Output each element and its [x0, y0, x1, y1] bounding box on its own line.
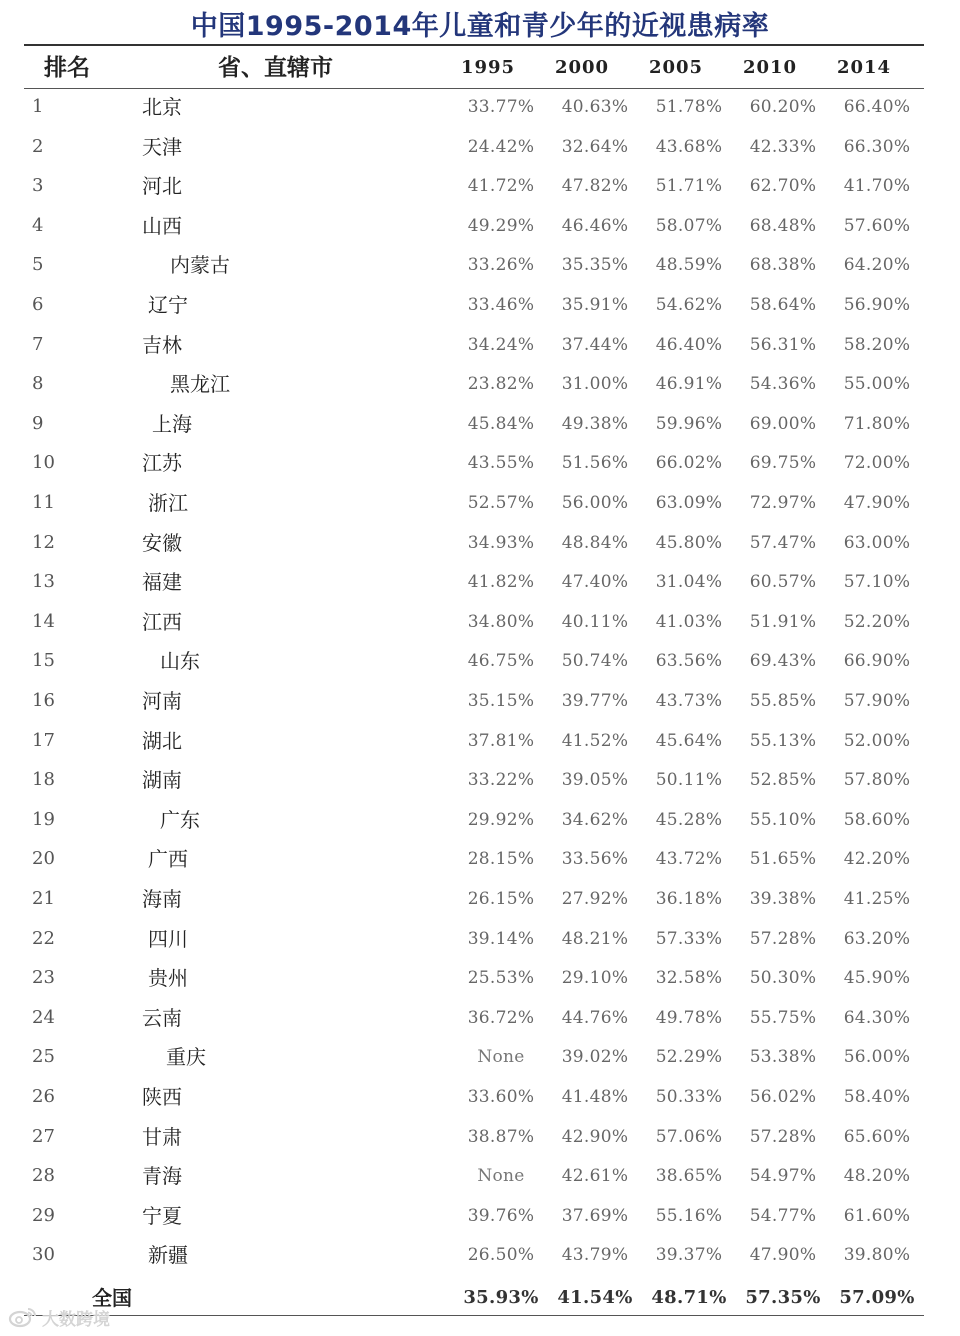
row-value-2000: 29.10%: [561, 968, 629, 989]
row-value-2005: 39.37%: [655, 1245, 723, 1266]
row-rank: 14: [32, 610, 55, 632]
table-row: [0, 1120, 960, 1154]
row-value-1995: 45.84%: [467, 413, 535, 434]
row-value-2010: 55.10%: [749, 809, 817, 830]
table-row: [0, 803, 960, 837]
row-value-1995: 25.53%: [467, 968, 535, 989]
table-row: [0, 763, 960, 797]
total-value-1995: 35.93%: [463, 1287, 539, 1308]
row-value-2014: 57.90%: [843, 691, 911, 711]
row-value-1995: None: [477, 1166, 525, 1187]
row-province: 吉林: [142, 332, 182, 357]
row-value-2000: 27.92%: [561, 889, 629, 909]
row-value-1995: 43.55%: [467, 453, 535, 474]
row-value-2005: 66.02%: [655, 453, 723, 474]
table-row: [0, 1159, 960, 1193]
row-value-1995: None: [477, 1047, 525, 1068]
page-title: 中国1995-2014年儿童和青少年的近视患病率: [190, 11, 770, 42]
row-value-2000: 34.62%: [561, 809, 629, 830]
row-value-2014: 56.00%: [843, 1047, 911, 1068]
row-value-2014: 47.90%: [843, 493, 911, 513]
row-value-2005: 51.78%: [655, 97, 723, 117]
row-value-1995: 34.80%: [467, 611, 535, 632]
row-value-1995: 46.75%: [467, 651, 535, 672]
row-value-1995: 34.93%: [467, 532, 535, 553]
row-value-2005: 50.11%: [655, 770, 723, 791]
row-value-2014: 66.40%: [843, 97, 911, 117]
header-year-2014: 2014: [836, 57, 892, 78]
row-value-2005: 63.56%: [655, 651, 723, 672]
row-value-2010: 54.77%: [749, 1205, 817, 1226]
row-rank: 4: [32, 214, 44, 236]
total-row: [0, 1281, 960, 1315]
row-value-2000: 40.11%: [561, 611, 629, 632]
row-value-2010: 57.47%: [749, 532, 817, 553]
row-value-2000: 40.63%: [561, 97, 629, 117]
table-row: [0, 1080, 960, 1114]
row-value-2005: 57.33%: [655, 928, 723, 949]
row-value-2000: 47.82%: [561, 176, 629, 197]
table-row: [0, 644, 960, 678]
row-value-2005: 43.73%: [655, 691, 723, 711]
row-value-2000: 39.77%: [561, 691, 629, 711]
row-value-2005: 52.29%: [655, 1047, 723, 1068]
row-province: 安徽: [142, 530, 182, 555]
table-row: [0, 961, 960, 995]
row-value-2010: 56.02%: [749, 1087, 817, 1107]
row-province: 山西: [142, 213, 182, 238]
row-province: 新疆: [148, 1243, 188, 1268]
header-rule: [24, 88, 924, 89]
header-year-2005: 2005: [648, 57, 704, 78]
row-value-1995: 33.46%: [467, 295, 535, 315]
row-value-2005: 38.65%: [655, 1166, 723, 1187]
table-row: [0, 90, 960, 124]
table-row: [0, 248, 960, 282]
row-value-1995: 29.92%: [467, 809, 535, 830]
row-value-1995: 39.76%: [467, 1205, 535, 1226]
row-rank: 28: [32, 1165, 55, 1187]
row-value-1995: 23.82%: [467, 374, 535, 395]
total-value-2014: 57.09%: [839, 1287, 915, 1308]
row-rank: 20: [32, 848, 55, 870]
row-value-2005: 48.59%: [655, 255, 723, 276]
table-bottom-rule: [24, 1315, 924, 1316]
row-rank: 16: [32, 690, 55, 711]
table-row: [0, 684, 960, 718]
row-rank: 19: [32, 808, 55, 830]
row-rank: 6: [32, 294, 44, 315]
row-value-2010: 55.85%: [749, 691, 817, 711]
row-value-2014: 66.30%: [843, 136, 911, 157]
row-value-1995: 33.60%: [467, 1087, 535, 1107]
row-value-2000: 42.90%: [561, 1126, 629, 1147]
row-value-2010: 51.91%: [749, 611, 817, 632]
row-value-2010: 53.38%: [749, 1047, 817, 1068]
row-value-2010: 57.28%: [749, 1126, 817, 1147]
row-value-2005: 45.64%: [655, 730, 723, 751]
row-rank: 18: [32, 769, 55, 791]
row-province: 湖南: [142, 768, 182, 793]
row-province: 河北: [142, 174, 182, 199]
row-value-2000: 41.52%: [561, 730, 629, 751]
row-province: 天津: [142, 134, 182, 159]
row-province: 浙江: [148, 491, 188, 515]
row-value-2014: 63.20%: [843, 928, 911, 949]
row-value-2010: 47.90%: [749, 1245, 817, 1266]
row-rank: 8: [32, 373, 44, 395]
row-value-2000: 37.69%: [561, 1205, 629, 1226]
table-row: [0, 1199, 960, 1233]
row-value-2014: 66.90%: [843, 651, 911, 672]
row-value-2005: 57.06%: [655, 1126, 723, 1147]
row-province: 甘肃: [142, 1124, 182, 1149]
row-value-2005: 54.62%: [655, 295, 723, 315]
row-rank: 7: [32, 333, 44, 355]
row-province: 上海: [152, 411, 192, 436]
row-value-2014: 61.60%: [843, 1205, 911, 1226]
watermark: [8, 1304, 110, 1330]
row-rank: 9: [32, 412, 44, 434]
row-value-2000: 44.76%: [561, 1007, 629, 1028]
row-value-2014: 64.30%: [843, 1007, 911, 1028]
row-rank: 26: [32, 1086, 55, 1107]
row-value-2010: 54.97%: [749, 1166, 817, 1187]
row-value-1995: 39.14%: [467, 928, 535, 949]
row-value-2010: 56.31%: [749, 334, 817, 355]
row-value-2014: 58.20%: [843, 334, 911, 355]
row-value-1995: 33.77%: [467, 97, 535, 117]
row-value-2000: 56.00%: [561, 493, 629, 513]
row-value-2014: 57.80%: [843, 770, 911, 791]
row-value-2014: 52.20%: [843, 611, 911, 632]
table-row: [0, 209, 960, 243]
row-rank: 15: [32, 650, 55, 672]
row-rank: 22: [32, 927, 55, 949]
row-province: 湖北: [142, 728, 182, 753]
row-rank: 5: [32, 254, 44, 276]
row-province: 广东: [160, 807, 200, 832]
row-value-2014: 52.00%: [843, 730, 911, 751]
row-value-2005: 31.04%: [655, 572, 723, 593]
row-value-2010: 62.70%: [749, 176, 817, 197]
row-province: 宁夏: [142, 1203, 182, 1228]
row-province: 山东: [160, 649, 200, 674]
row-province: 辽宁: [148, 293, 188, 317]
row-rank: 24: [32, 1006, 55, 1028]
table-row: [0, 526, 960, 560]
row-rank: 27: [32, 1125, 55, 1147]
row-rank: 21: [32, 888, 55, 909]
table-row: [0, 328, 960, 362]
row-value-2005: 32.58%: [655, 968, 723, 989]
row-value-2005: 46.40%: [655, 334, 723, 355]
row-value-2010: 68.38%: [749, 255, 817, 276]
row-value-2014: 63.00%: [843, 532, 911, 553]
row-rank: 29: [32, 1204, 55, 1226]
row-value-2000: 31.00%: [561, 374, 629, 395]
row-rank: 25: [32, 1046, 55, 1068]
row-value-2014: 57.60%: [843, 215, 911, 236]
row-value-2010: 52.85%: [749, 770, 817, 791]
row-value-2010: 72.97%: [749, 493, 817, 513]
table-row: [0, 288, 960, 322]
row-value-2010: 50.30%: [749, 968, 817, 989]
row-value-2005: 63.09%: [655, 493, 723, 513]
row-rank: 11: [32, 492, 55, 513]
row-value-2010: 69.75%: [749, 453, 817, 474]
table-row: [0, 1001, 960, 1035]
table-row: [0, 922, 960, 956]
row-value-2005: 43.68%: [655, 136, 723, 157]
row-value-1995: 41.72%: [467, 176, 535, 197]
row-value-1995: 41.82%: [467, 572, 535, 593]
row-value-2000: 39.02%: [561, 1047, 629, 1068]
row-value-1995: 35.15%: [467, 691, 535, 711]
row-value-2014: 57.10%: [843, 572, 911, 593]
row-value-1995: 52.57%: [467, 493, 535, 513]
row-value-1995: 26.15%: [467, 889, 535, 909]
row-value-2014: 65.60%: [843, 1126, 911, 1147]
row-value-2014: 58.40%: [843, 1087, 911, 1107]
table-row: [0, 565, 960, 599]
row-value-2005: 59.96%: [655, 413, 723, 434]
row-value-2000: 32.64%: [561, 136, 629, 157]
table-row: [0, 169, 960, 203]
row-value-2014: 48.20%: [843, 1166, 911, 1187]
row-value-1995: 33.22%: [467, 770, 535, 791]
total-label: 全国: [92, 1286, 132, 1310]
row-rank: 2: [32, 135, 44, 157]
row-value-2014: 45.90%: [843, 968, 911, 989]
row-value-2014: 41.25%: [843, 889, 911, 909]
row-value-2000: 39.05%: [561, 770, 629, 791]
row-value-2000: 48.84%: [561, 532, 629, 553]
row-value-2005: 58.07%: [655, 215, 723, 236]
total-value-2005: 48.71%: [651, 1287, 727, 1308]
row-value-2014: 55.00%: [843, 374, 911, 395]
row-value-2010: 51.65%: [749, 849, 817, 870]
row-value-2010: 69.00%: [749, 413, 817, 434]
header-province: 省、直辖市: [218, 55, 333, 81]
row-rank: 12: [32, 531, 55, 553]
table-row: [0, 1040, 960, 1074]
row-value-2014: 72.00%: [843, 453, 911, 474]
row-province: 广西: [148, 847, 188, 872]
table-row: [0, 605, 960, 639]
row-rank: 10: [32, 452, 55, 474]
row-value-2000: 43.79%: [561, 1245, 629, 1266]
row-value-1995: 36.72%: [467, 1007, 535, 1028]
row-value-2000: 37.44%: [561, 334, 629, 355]
row-province: 福建: [142, 570, 182, 595]
header-rank: 排名: [44, 55, 90, 81]
row-value-2010: 58.64%: [749, 295, 817, 315]
row-value-2010: 55.75%: [749, 1007, 817, 1028]
row-value-1995: 24.42%: [467, 136, 535, 157]
row-value-2010: 69.43%: [749, 651, 817, 672]
row-value-2000: 42.61%: [561, 1166, 629, 1187]
row-province: 江苏: [142, 451, 182, 476]
row-province: 海南: [142, 887, 182, 911]
row-value-2005: 45.28%: [655, 809, 723, 830]
row-rank: 23: [32, 967, 55, 989]
total-value-2000: 41.54%: [557, 1287, 633, 1308]
table-row: [0, 724, 960, 758]
row-province: 陕西: [142, 1085, 182, 1109]
row-value-2005: 49.78%: [655, 1007, 723, 1028]
table-row: [0, 407, 960, 441]
row-value-2000: 35.35%: [561, 255, 629, 276]
row-value-2005: 36.18%: [655, 889, 723, 909]
row-value-2014: 39.80%: [843, 1245, 911, 1266]
row-value-1995: 37.81%: [467, 730, 535, 751]
weibo-logo-icon: [8, 1306, 38, 1328]
row-value-2000: 33.56%: [561, 849, 629, 870]
row-value-2010: 57.28%: [749, 928, 817, 949]
row-value-2014: 42.20%: [843, 849, 911, 870]
row-rank: 1: [32, 96, 44, 117]
table-top-rule: [24, 44, 924, 46]
row-value-2010: 42.33%: [749, 136, 817, 157]
row-value-2000: 47.40%: [561, 572, 629, 593]
header-year-2010: 2010: [742, 57, 798, 78]
watermark-text: 大数跨境: [42, 1309, 110, 1330]
row-value-2005: 43.72%: [655, 849, 723, 870]
row-value-1995: 49.29%: [467, 215, 535, 236]
row-value-1995: 33.26%: [467, 255, 535, 276]
row-value-1995: 26.50%: [467, 1245, 535, 1266]
row-province: 内蒙古: [170, 253, 230, 278]
row-province: 北京: [142, 95, 182, 119]
table-row: [0, 486, 960, 520]
row-rank: 3: [32, 175, 44, 197]
table-row: [0, 446, 960, 480]
row-value-2010: 55.13%: [749, 730, 817, 751]
row-value-2005: 46.91%: [655, 374, 723, 395]
row-value-2000: 35.91%: [561, 295, 629, 315]
row-province: 黑龙江: [170, 372, 230, 397]
row-province: 江西: [142, 609, 182, 634]
row-value-2005: 55.16%: [655, 1205, 723, 1226]
table-row: [0, 1238, 960, 1272]
row-province: 四川: [148, 926, 188, 951]
table-row: [0, 882, 960, 916]
row-value-2005: 41.03%: [655, 611, 723, 632]
row-province: 重庆: [166, 1045, 206, 1070]
row-province: 云南: [142, 1005, 182, 1030]
row-value-2000: 51.56%: [561, 453, 629, 474]
row-value-2000: 50.74%: [561, 651, 629, 672]
row-value-2010: 60.57%: [749, 572, 817, 593]
row-value-2005: 51.71%: [655, 176, 723, 197]
row-value-1995: 38.87%: [467, 1126, 535, 1147]
row-value-2005: 45.80%: [655, 532, 723, 553]
row-value-2010: 54.36%: [749, 374, 817, 395]
table-row: [0, 130, 960, 164]
table-row: [0, 367, 960, 401]
row-value-2014: 64.20%: [843, 255, 911, 276]
row-value-2000: 49.38%: [561, 413, 629, 434]
row-value-2000: 46.46%: [561, 215, 629, 236]
row-value-1995: 34.24%: [467, 334, 535, 355]
row-value-2010: 60.20%: [749, 97, 817, 117]
row-value-2014: 71.80%: [843, 413, 911, 434]
row-province: 青海: [142, 1164, 182, 1189]
row-province: 河南: [142, 689, 182, 713]
header-year-2000: 2000: [554, 57, 610, 78]
row-value-2000: 41.48%: [561, 1087, 629, 1107]
row-value-2005: 50.33%: [655, 1087, 723, 1107]
row-value-2010: 39.38%: [749, 889, 817, 909]
row-rank: 17: [32, 729, 55, 751]
row-value-2010: 68.48%: [749, 215, 817, 236]
row-province: 贵州: [148, 966, 188, 991]
total-value-2010: 57.35%: [745, 1287, 821, 1308]
row-rank: 13: [32, 571, 55, 593]
header-year-1995: 1995: [460, 57, 516, 78]
table-row: [0, 842, 960, 876]
row-value-2014: 58.60%: [843, 809, 911, 830]
row-value-2000: 48.21%: [561, 928, 629, 949]
row-value-2014: 41.70%: [843, 176, 911, 197]
row-value-2014: 56.90%: [843, 295, 911, 315]
row-value-1995: 28.15%: [467, 849, 535, 870]
row-rank: 30: [32, 1244, 55, 1266]
